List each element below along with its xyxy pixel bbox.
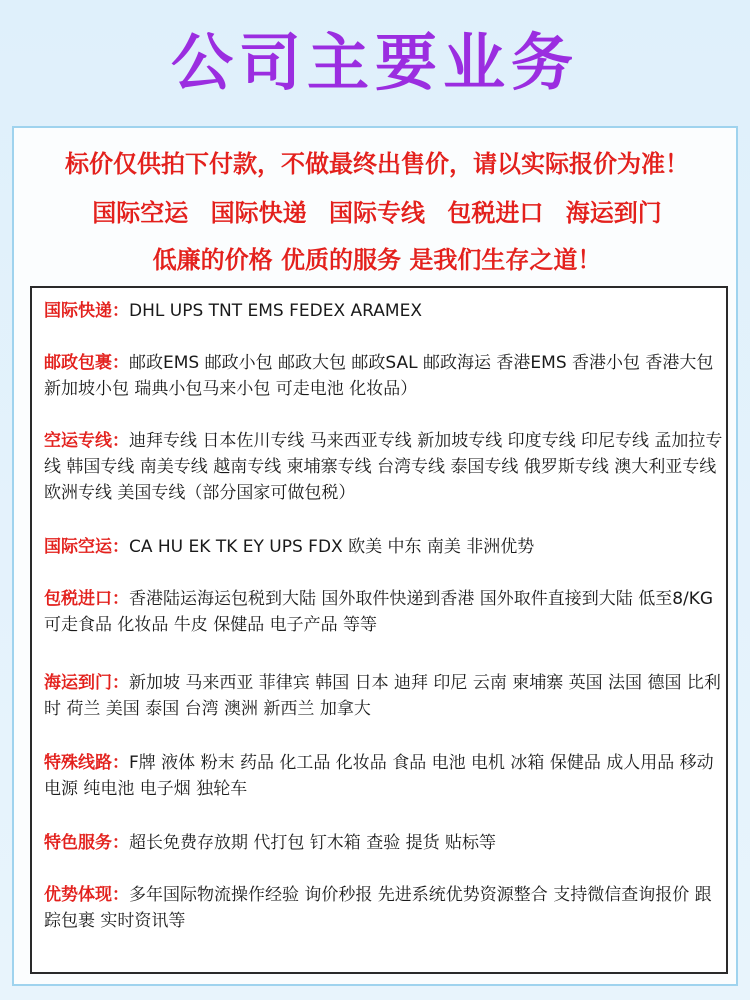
section-international-air <box>44 534 724 560</box>
section-special-routes <box>44 750 724 802</box>
page-title: 公司主要业务 <box>170 26 579 99</box>
services-card <box>30 286 728 974</box>
content-panel <box>12 126 738 986</box>
section-featured-services <box>44 830 724 856</box>
section-sea-door <box>44 670 724 722</box>
section-international-express <box>44 298 724 324</box>
section-air-lines <box>44 428 724 506</box>
price-notice: 标价仅供拍下付款，不做最终出售价，请以实际报价为准！ <box>65 150 689 178</box>
section-label: 邮政包裹： <box>44 353 129 373</box>
section-text: 新加坡 马来西亚 菲律宾 韩国 日本 迪拜 印尼 云南 柬埔寨 英国 法国 德国 比利时 荷兰 美国 泰国 台湾 澳洲 新西兰 加拿大 <box>44 673 721 719</box>
section-label: 空运专线： <box>44 431 129 451</box>
section-text: 超长免费存放期 代打包 钉木箱 查验 提货 贴标等 <box>129 833 497 853</box>
section-text: F牌 液体 粉末 药品 化工品 化妆品 食品 电池 电机 冰箱 保健品 成人用品 移动电源 纯电池 电子烟 独轮车 <box>44 753 714 799</box>
section-tax-included-import <box>44 586 724 638</box>
slogan: 低廉的价格 优质的服务 是我们生存之道！ <box>152 246 602 274</box>
section-text: CA HU EK TK EY UPS FDX 欧美 中东 南美 非洲优势 <box>129 537 535 557</box>
section-label: 国际快递： <box>44 301 129 321</box>
section-label: 国际空运： <box>44 537 129 557</box>
section-text: DHL UPS TNT EMS FEDEX ARAMEX <box>129 301 422 321</box>
section-label: 优势体现： <box>44 885 129 905</box>
section-postal-parcel <box>44 350 724 402</box>
service-list-headline: 国际空运 国际快递 国际专线 包税进口 海运到门 <box>92 199 662 227</box>
section-text: 多年国际物流操作经验 询价秒报 先进系统优势资源整合 支持微信查询报价 跟踪包裹 实时资讯等 <box>44 885 712 931</box>
section-label: 特色服务： <box>44 833 129 853</box>
section-text: 香港陆运海运包税到大陆 国外取件快递到香港 国外取件直接到大陆 低至8/KG 可走食品 化妆品 牛皮 保健品 电子产品 等等 <box>44 589 714 635</box>
section-label: 特殊线路： <box>44 753 129 773</box>
section-text: 邮政EMS 邮政小包 邮政大包 邮政SAL 邮政海运 香港EMS 香港小包 香港大包 新加坡小包 瑞典小包马来小包 可走电池 化妆品） <box>44 353 714 399</box>
section-label: 包税进口： <box>44 589 129 609</box>
section-text: 迪拜专线 日本佐川专线 马来西亚专线 新加坡专线 印度专线 印尼专线 孟加拉专线 韩国专线 南美专线 越南专线 柬埔寨专线 台湾专线 泰国专线 俄罗斯专线 澳大利亚专线 欧洲专线 美国专线（部分国家可做包税） <box>44 431 723 503</box>
section-label: 海运到门： <box>44 673 129 693</box>
section-advantages <box>44 882 724 934</box>
